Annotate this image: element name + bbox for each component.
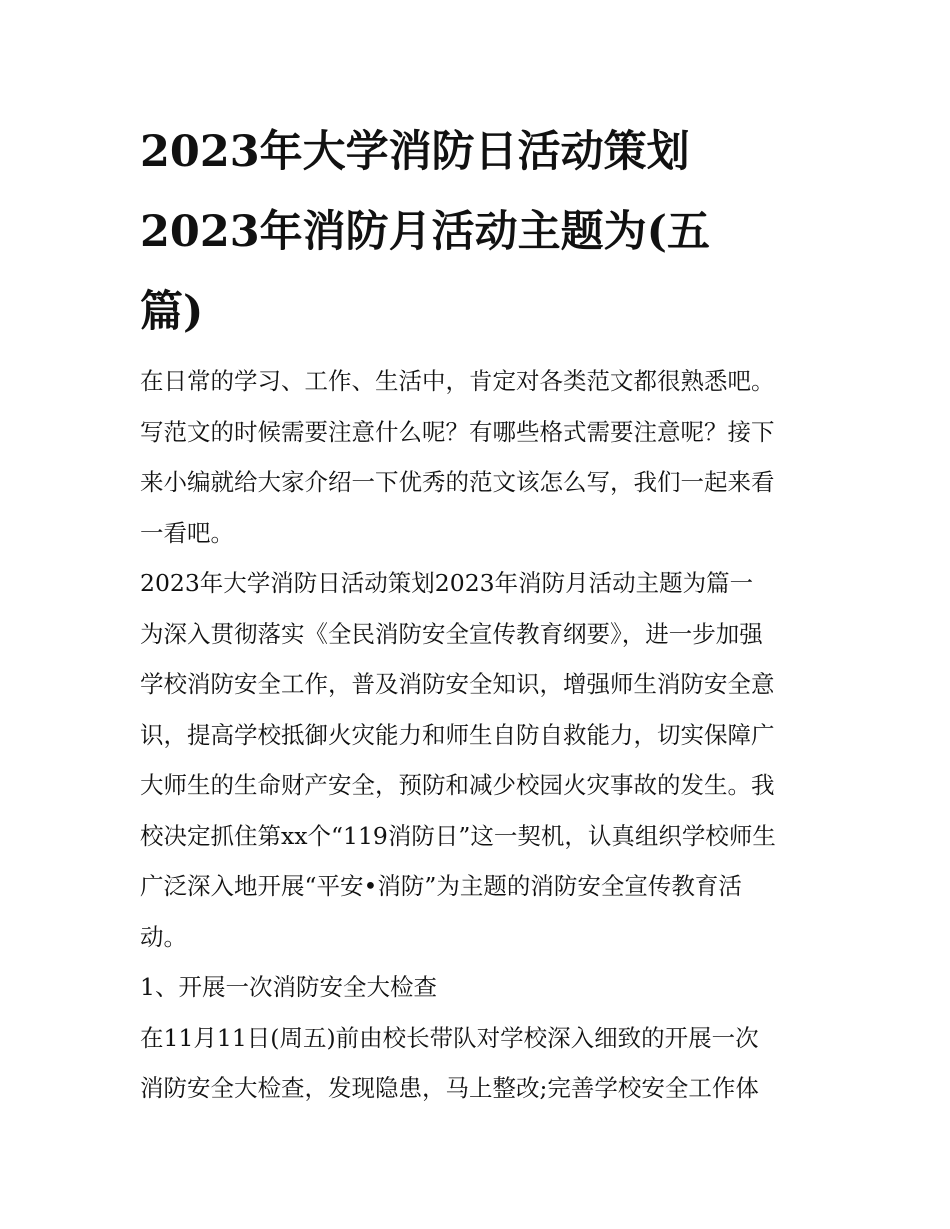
title-line: 篇) xyxy=(140,287,204,337)
title-line: 2023年大学消防日活动策划 xyxy=(140,127,690,177)
body-paragraph-line: 广泛深入地开展“平安•消防”为主题的消防安全宣传教育活 xyxy=(140,872,742,900)
document-title xyxy=(140,112,820,352)
document-body xyxy=(140,356,830,1114)
body-paragraph-line: 大师生的生命财产安全，预防和减少校园火灾事故的发生。我 xyxy=(140,771,775,799)
body-paragraph-line: 消防安全大检查，发现隐患，马上整改;完善学校安全工作体 xyxy=(140,1074,759,1102)
body-paragraph-line: 在11月11日(周五)前由校长带队对学校深入细致的开展一次 xyxy=(140,1023,759,1052)
section-heading: 2023年大学消防日活动策划2023年消防月活动主题为篇一 xyxy=(140,569,754,597)
body-paragraph-line: 学校消防安全工作，普及消防安全知识，增强师生消防安全意 xyxy=(140,670,775,698)
intro-paragraph-line: 写范文的时候需要注意什么呢？有哪些格式需要注意呢？接下 xyxy=(140,417,775,446)
body-paragraph-line: 校决定抓住第xx个“119消防日”这一契机，认真组织学校师生 xyxy=(140,821,776,850)
intro-paragraph-line: 一看吧。 xyxy=(140,518,234,547)
intro-paragraph-line: 在日常的学习、工作、生活中，肯定对各类范文都很熟悉吧。 xyxy=(140,367,775,395)
body-paragraph-line: 动。 xyxy=(140,922,187,951)
body-paragraph-line: 为深入贯彻落实《全民消防安全宣传教育纲要》，进一步加强 xyxy=(140,619,763,648)
list-item-heading: 1、开展一次消防安全大检查 xyxy=(140,973,437,1001)
intro-paragraph-line: 来小编就给大家介绍一下优秀的范文该怎么写，我们一起来看 xyxy=(140,468,775,496)
body-paragraph-line: 识，提高学校抵御火灾能力和师生自防自救能力，切实保障广 xyxy=(140,720,775,749)
title-line: 2023年消防月活动主题为(五 xyxy=(140,207,711,257)
